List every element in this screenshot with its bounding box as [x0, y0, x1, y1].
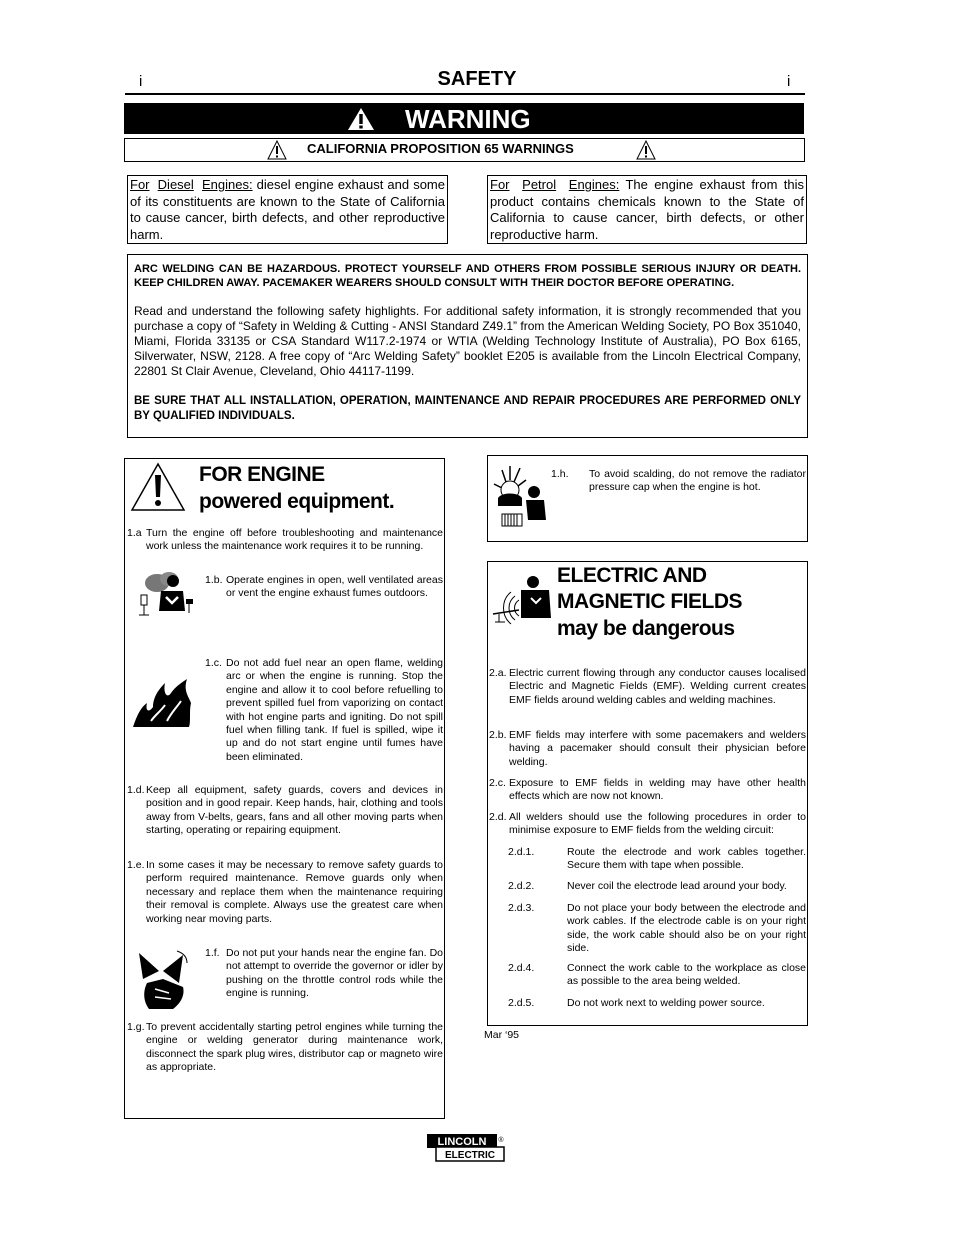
item-number: 1.f.	[205, 947, 220, 959]
item-text: Connect the work cable to the workplace as close as possible to the area being welded.	[567, 962, 806, 988]
emf-title-3: may be dangerous	[557, 617, 735, 640]
item-text: Keep all equipment, safety guards, covers and devices in position and in good repair. Keep hands, hair, clothing and tools away from V-belts, gears, fans and all other moving parts when starting, operating or repairing equipment.	[146, 784, 443, 837]
revision-date: Mar ‘95	[484, 1029, 520, 1041]
arc-footer: BE SURE THAT ALL INSTALLATION, OPERATION, MAINTENANCE AND REPAIR PROCEDURES ARE PERFORMED ONLY BY QUALIFIED INDIVIDUALS.	[134, 395, 801, 422]
emf-subitem-2d2	[508, 880, 806, 896]
page-title: SAFETY	[437, 68, 517, 90]
warning-triangle-icon	[130, 462, 186, 512]
lincoln-electric-logo	[426, 1133, 506, 1163]
item-number: 2.d.3.	[508, 902, 535, 914]
prop65-banner	[124, 138, 805, 162]
emf-title-1: ELECTRIC AND	[557, 564, 707, 587]
fan-hand-hazard-icon	[133, 949, 191, 1013]
engine-item-1d	[127, 784, 443, 844]
warning-triangle-icon	[636, 140, 656, 160]
diesel-kind: Diesel	[157, 177, 194, 192]
arc-headline: ARC WELDING CAN BE HAZARDOUS. PROTECT YOURSELF AND OTHERS FROM POSSIBLE SERIOUS INJURY OR DEATH. KEEP CHILDREN AWAY. PACEMAKER WEARERS SHOULD CONSULT WITH THEIR DOCTOR BEFORE OPERATING.	[134, 263, 801, 289]
emf-subitem-2d4	[508, 962, 806, 990]
item-text: Electric current flowing through any conductor causes localised Electric and Magnetic Fields (EMF). Welding current creates EMF fields around welding cables and welding machines.	[509, 667, 806, 706]
fire-flame-icon	[131, 677, 193, 729]
page-number-right: i	[787, 73, 791, 90]
engine-item-1g	[127, 1021, 443, 1077]
item-number: 2.d.1.	[508, 846, 535, 858]
engine-item-1b	[205, 574, 443, 616]
diesel-warning	[127, 175, 448, 244]
item-number: 1.g.	[127, 1021, 145, 1033]
item-number: 1.c.	[205, 657, 222, 669]
engine-item-1c	[205, 657, 443, 767]
item-text: Do not work next to welding power source.	[567, 997, 765, 1009]
prop65-title: CALIFORNIA PROPOSITION 65 WARNINGS	[307, 141, 574, 156]
item-text: Exposure to EMF fields in welding may have other health effects which are now not known.	[509, 777, 806, 803]
emf-welder-icon	[491, 570, 553, 626]
item-text: Route the electrode and work cables together. Secure them with tape when possible.	[567, 846, 806, 872]
warning-title: WARNING	[405, 104, 531, 134]
item-text: Do not put your hands near the engine fan. Do not attempt to override the governor or idler by pushing on the throttle control rods while the engine is running.	[226, 947, 443, 1000]
item-text: To avoid scalding, do not remove the radiator pressure cap when the engine is hot.	[589, 468, 806, 494]
scald-section	[487, 455, 808, 542]
item-text: EMF fields may interfere with some pacemakers and welders having a pacemaker should consult their physician before welding.	[509, 729, 806, 768]
item-text: Do not place your body between the electrode and work cables. If the electrode cable is on your right side, the work cable should also be on your right side.	[567, 902, 806, 955]
emf-subitem-2d3	[508, 902, 806, 958]
radiator-steam-icon	[492, 462, 548, 530]
emf-subitem-2d1	[508, 846, 806, 874]
engine-title-2: powered equipment.	[199, 490, 395, 513]
item-text: Operate engines in open, well ventilated areas or vent the engine exhaust fumes outdoors.	[226, 574, 443, 600]
petrol-for: For	[490, 177, 510, 192]
item-number: 2.d.	[489, 811, 507, 823]
engine-item-1e	[127, 859, 443, 929]
item-number: 2.a.	[489, 667, 507, 679]
warning-triangle-icon	[347, 107, 375, 131]
item-text: In some cases it may be necessary to remove safety guards to perform required maintenance. Remove guards only when necessary and replace them when the maintenance requiring their removal is complete. Always use the greatest care when working near moving parts.	[146, 859, 443, 925]
item-number: 1.h.	[551, 468, 569, 480]
registered-mark: ®	[498, 1137, 504, 1144]
item-text: All welders should use the following procedures in order to minimise exposure to EMF fields from the welding circuit:	[509, 811, 806, 837]
petrol-text: The engine exhaust from this product contains chemicals known to the State of California to cause cancer, birth defects, or other reproductive harm.	[490, 177, 804, 242]
engine-section	[124, 458, 445, 1119]
item-text: Turn the engine off before troubleshooting and maintenance work unless the maintenance work requires it to be running.	[146, 527, 443, 553]
emf-subitem-2d5	[508, 997, 806, 1013]
emf-item-2b	[489, 729, 806, 771]
arc-body: Read and understand the following safety highlights. For additional safety information, it is strongly recommended that you purchase a copy of “Safety in Welding & Cutting - ANSI Standard Z49.1” from the American Welding Society, PO Box 351040, Miami, Florida 33135 or CSA Standard W117.2-1974 or WTIA (Welding Technology Institute of Australia), PO Box 6165, Silverwater, NSW, 2128. A free copy of “Arc Welding Safety” booklet E205 is available from the Lincoln Electrical Company, 22801 St Clair Avenue, Cleveland, Ohio 44117-1199.	[134, 304, 801, 378]
emf-title-2: MAGNETIC FIELDS	[557, 590, 742, 613]
petrol-kind: Petrol	[522, 177, 557, 192]
logo-text-electric: ELECTRIC	[445, 1150, 495, 1161]
emf-item-2d	[489, 811, 806, 839]
engine-item-1a	[127, 527, 443, 557]
warning-triangle-icon	[267, 140, 287, 160]
item-text: Do not add fuel near an open flame, welding arc or when the engine is running. Stop the engine and allow it to cool before refuelling to prevent spilled fuel from vaporizing on contact with hot engine parts and igniting. Do not spill fuel when filling tank. If fuel is spilled, wipe it up and do not start engine until fumes have been eliminated.	[226, 657, 443, 763]
emf-item-2c	[489, 777, 806, 805]
item-number: 1.e.	[127, 859, 145, 871]
item-text: To prevent accidentally starting petrol engines while turning the engine or welding generator during maintenance work, disconnect the spark plug wires, distributor cap or magneto wire as appropriate.	[146, 1021, 443, 1074]
emf-section	[487, 561, 808, 1026]
warning-banner	[124, 103, 804, 134]
item-text: Never coil the electrode lead around your body.	[567, 880, 787, 892]
diesel-text: diesel engine exhaust and some of its constituents are known to the State of California to cause cancer, birth defects, and other reproductive harm.	[130, 177, 445, 242]
scald-item-1h	[551, 468, 806, 512]
emf-item-2a	[489, 667, 806, 723]
item-number: 2.d.5.	[508, 997, 535, 1009]
diesel-for: For	[130, 177, 150, 192]
item-number: 2.d.4.	[508, 962, 535, 974]
engine-item-1f	[205, 947, 443, 1003]
fumes-hazard-icon	[133, 569, 195, 619]
item-number: 1.b.	[205, 574, 223, 586]
diesel-engines: Engines:	[201, 177, 253, 192]
item-number: 2.b.	[489, 729, 507, 741]
logo-text-lincoln: LINCOLN	[437, 1136, 487, 1148]
petrol-warning	[487, 175, 807, 244]
item-number: 1.a	[127, 527, 142, 539]
item-number: 2.d.2.	[508, 880, 535, 892]
page-number-left: i	[139, 73, 143, 90]
petrol-engines: Engines:	[568, 177, 620, 192]
arc-welding-notice	[127, 254, 808, 438]
item-number: 2.c.	[489, 777, 506, 789]
engine-title-1: FOR ENGINE	[199, 463, 325, 486]
header-rule	[125, 93, 805, 95]
item-number: 1.d.	[127, 784, 145, 796]
